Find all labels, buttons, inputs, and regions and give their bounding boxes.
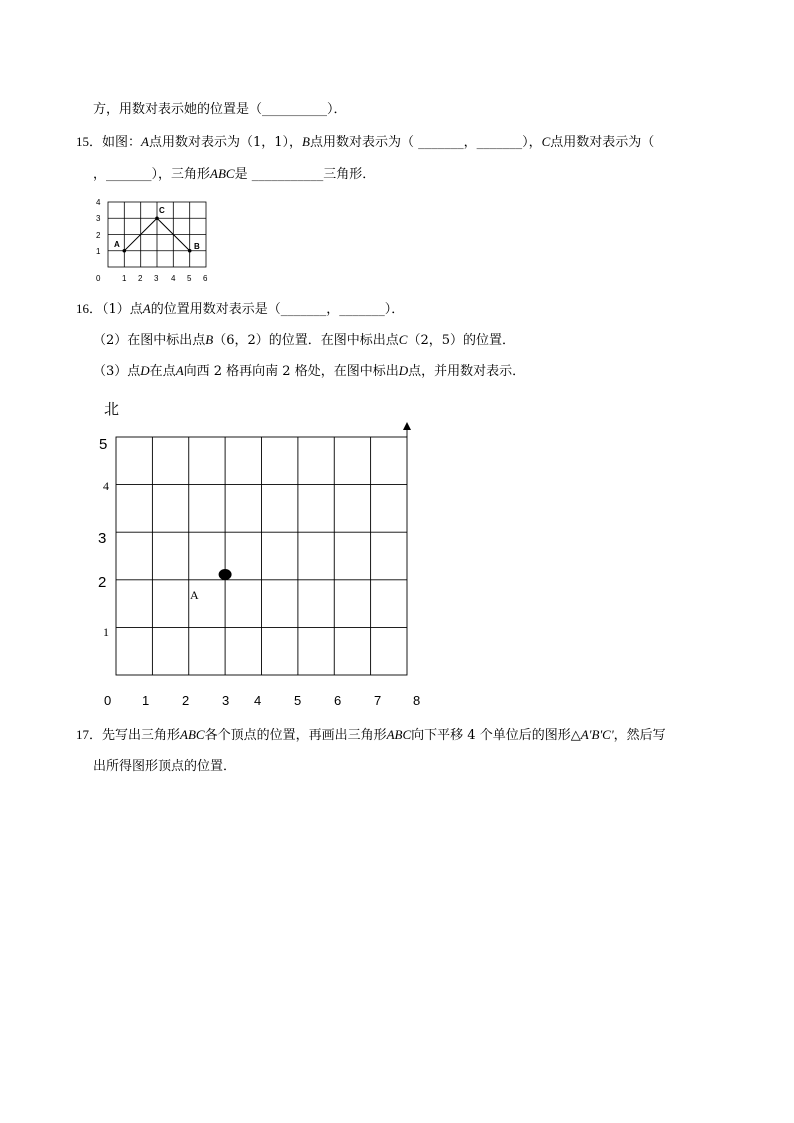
label-c: C bbox=[159, 206, 165, 215]
y-tick: 4 bbox=[96, 198, 101, 207]
q17-line-2: 出所得图形顶点的位置． bbox=[93, 759, 237, 774]
y-tick: 2 bbox=[96, 231, 101, 240]
answer-blank[interactable]: __________ bbox=[262, 102, 328, 117]
point-a-marker bbox=[219, 569, 232, 580]
q17-line-1: 17．先写出三角形ABC各个顶点的位置，再画出三角形ABC向下平移 4 个单位后的图形△A'B'C'，然后写 bbox=[76, 727, 666, 743]
point-c bbox=[155, 216, 159, 220]
question-number: 15． bbox=[76, 134, 103, 149]
point-a bbox=[123, 249, 127, 253]
x-tick: 6 bbox=[203, 274, 208, 283]
q15-triangle-figure bbox=[92, 196, 217, 288]
y-tick: 2 bbox=[98, 574, 107, 591]
q16-part-1: 16．（1）点A的位置用数对表示是（_______，_______）． bbox=[76, 301, 405, 317]
q16-part-2: （2）在图中标出点B（6，2）的位置．在图中标出点C（2，5）的位置． bbox=[93, 332, 515, 348]
y-tick: 3 bbox=[96, 214, 101, 223]
small-grid bbox=[108, 202, 206, 267]
north-label: 北 bbox=[104, 401, 120, 418]
x-tick: 3 bbox=[154, 274, 159, 283]
point-b bbox=[188, 249, 192, 253]
x-tick: 0 bbox=[104, 693, 112, 708]
x-tick: 4 bbox=[254, 693, 262, 708]
y-tick: 5 bbox=[99, 436, 108, 453]
q16-part-3: （3）点D在点A向西 2 格再向南 2 格处，在图中标出D点，并用数对表示． bbox=[93, 363, 526, 379]
y-tick: 1 bbox=[103, 625, 109, 639]
q15-line-2: ，_______），三角形ABC是 ___________三角形． bbox=[93, 166, 376, 182]
x-tick: 4 bbox=[171, 274, 176, 283]
x-tick: 5 bbox=[294, 693, 302, 708]
label-b: B bbox=[194, 242, 200, 251]
question-number: 17． bbox=[76, 727, 103, 742]
y-tick: 3 bbox=[98, 530, 107, 547]
q14-continuation: 方，用数对表示她的位置是（__________）． bbox=[93, 102, 347, 117]
y-tick: 1 bbox=[96, 247, 101, 256]
q16-coordinate-grid bbox=[90, 392, 430, 712]
y-tick: 4 bbox=[103, 479, 109, 493]
x-tick: 1 bbox=[142, 693, 150, 708]
x-tick: 7 bbox=[374, 693, 382, 708]
x-tick: 6 bbox=[334, 693, 342, 708]
label-a: A bbox=[114, 240, 120, 249]
x-tick: 5 bbox=[187, 274, 192, 283]
question-number: 16． bbox=[76, 301, 103, 316]
x-tick: 2 bbox=[182, 693, 190, 708]
x-tick: 0 bbox=[96, 274, 101, 283]
grid-lines[interactable] bbox=[116, 428, 407, 675]
x-tick: 1 bbox=[122, 274, 127, 283]
x-tick: 8 bbox=[413, 693, 421, 708]
q15-line-1: 15．如图：A点用数对表示为（1，1），B点用数对表示为（ _______，_______），C点用数对表示为（ bbox=[76, 134, 655, 150]
x-tick: 2 bbox=[138, 274, 143, 283]
point-a-label: A bbox=[190, 588, 199, 602]
north-arrow-icon bbox=[403, 422, 411, 430]
x-tick: 3 bbox=[222, 693, 230, 708]
